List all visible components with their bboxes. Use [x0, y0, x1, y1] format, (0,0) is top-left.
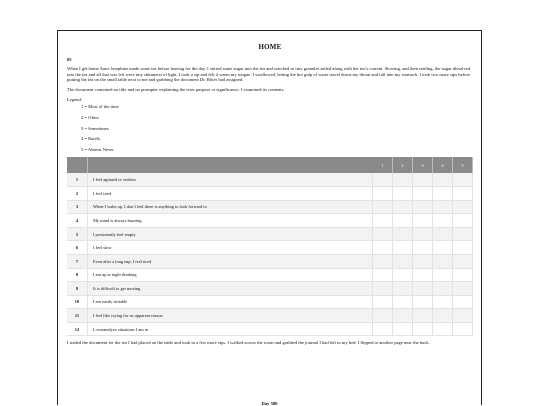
answer-cell[interactable]	[373, 214, 393, 228]
answer-cell[interactable]	[393, 227, 413, 241]
answer-cell[interactable]	[453, 173, 473, 186]
answer-cell[interactable]	[433, 227, 453, 241]
row-number: 2	[67, 186, 88, 200]
row-number: 1	[67, 173, 88, 186]
answer-cell[interactable]	[433, 309, 453, 323]
answer-cell[interactable]	[453, 322, 473, 336]
answer-cell[interactable]	[393, 309, 413, 323]
table-row	[67, 241, 473, 255]
answer-cell[interactable]	[393, 200, 413, 214]
row-number: 10	[67, 295, 88, 309]
answer-cell[interactable]	[373, 282, 393, 296]
row-question: I feel agitated or restless	[88, 173, 373, 186]
answer-cell[interactable]	[453, 309, 473, 323]
row-number: 11	[67, 309, 88, 323]
header-option-5: 5	[453, 157, 473, 173]
answer-cell[interactable]	[393, 282, 413, 296]
answer-cell[interactable]	[393, 214, 413, 228]
answer-cell[interactable]	[393, 173, 413, 186]
legend-item: 2 = Often	[81, 114, 99, 120]
document-page	[57, 30, 482, 405]
legend-item: 1 = Most of the time	[81, 104, 119, 110]
row-question: I am easily irritable	[88, 295, 373, 309]
answer-cell[interactable]	[393, 268, 413, 282]
header-option-2: 2	[393, 157, 413, 173]
answer-cell[interactable]	[433, 200, 453, 214]
chapter-number: 05	[67, 57, 72, 62]
answer-cell[interactable]	[373, 200, 393, 214]
row-number: 3	[67, 200, 88, 214]
answer-cell[interactable]	[413, 214, 433, 228]
answer-cell[interactable]	[393, 186, 413, 200]
table-row	[67, 322, 473, 336]
header-question-cell	[88, 157, 373, 173]
answer-cell[interactable]	[373, 227, 393, 241]
header-num-cell	[67, 157, 88, 173]
row-number: 5	[67, 227, 88, 241]
answer-cell[interactable]	[433, 322, 453, 336]
row-question: I overanalyze situations I am in	[88, 322, 373, 336]
answer-cell[interactable]	[433, 241, 453, 255]
row-question: My mind is always buzzing	[88, 214, 373, 228]
answer-cell[interactable]	[413, 186, 433, 200]
table-row	[67, 214, 473, 228]
answer-cell[interactable]	[453, 227, 473, 241]
answer-cell[interactable]	[433, 295, 453, 309]
legend-item: 5 = Almost Never	[81, 146, 114, 152]
answer-cell[interactable]	[393, 241, 413, 255]
answer-cell[interactable]	[453, 295, 473, 309]
answer-cell[interactable]	[413, 282, 433, 296]
answer-cell[interactable]	[413, 254, 433, 268]
row-number: 4	[67, 214, 88, 228]
answer-cell[interactable]	[433, 254, 453, 268]
legend-list	[67, 104, 473, 152]
answer-cell[interactable]	[413, 227, 433, 241]
answer-cell[interactable]	[413, 322, 433, 336]
answer-cell[interactable]	[413, 295, 433, 309]
row-number: 6	[67, 241, 88, 255]
answer-cell[interactable]	[433, 173, 453, 186]
answer-cell[interactable]	[373, 322, 393, 336]
paragraph-2: The document contained no title and no prompter explaining the tests purpose or significance. I examined its contents.	[67, 86, 285, 92]
answer-cell[interactable]	[433, 214, 453, 228]
paragraph-1: When I get home Aunt Josephine made some tea before leaving for the day. I stirred some sugar into the tea and watched as tiny granules sailed along with the tea’s current. Slowing, and then settling, the sugar dissolved into the tea and all that was left were tiny shimmers of light. I took a sip and felt it warm my tongue. I swallowed, letting the hot gulp of water travel down my throat and fall into my stomach. I took two more sips before putting the tea on the small table next to me and grabbing the document Dr. Ritter had assigned.	[67, 66, 471, 83]
answer-cell[interactable]	[453, 241, 473, 255]
table-row	[67, 268, 473, 282]
answer-cell[interactable]	[373, 268, 393, 282]
row-question: It is difficult to get moving	[88, 282, 373, 296]
legend-item: 4 = Rarely	[81, 136, 101, 142]
answer-cell[interactable]	[373, 186, 393, 200]
table-row	[67, 309, 473, 323]
legend-title: Legend:	[67, 97, 83, 103]
row-question: I am up at night thinking	[88, 268, 373, 282]
answer-cell[interactable]	[453, 186, 473, 200]
header-option-3: 3	[413, 157, 433, 173]
row-question: Even after a long nap, I feel tired	[88, 254, 373, 268]
answer-cell[interactable]	[453, 268, 473, 282]
survey-table	[67, 157, 473, 336]
row-question: I persistently feel empty	[88, 227, 373, 241]
row-question: I feel slow	[88, 241, 373, 255]
answer-cell[interactable]	[393, 295, 413, 309]
answer-cell[interactable]	[453, 200, 473, 214]
answer-cell[interactable]	[453, 254, 473, 268]
table-row	[67, 200, 473, 214]
answer-cell[interactable]	[433, 268, 453, 282]
answer-cell[interactable]	[413, 200, 433, 214]
row-number: 12	[67, 322, 88, 336]
answer-cell[interactable]	[413, 268, 433, 282]
answer-cell[interactable]	[413, 241, 433, 255]
answer-cell[interactable]	[373, 254, 393, 268]
answer-cell[interactable]	[413, 309, 433, 323]
table-header-row	[67, 157, 473, 173]
table-row	[67, 254, 473, 268]
answer-cell[interactable]	[393, 322, 413, 336]
answer-cell[interactable]	[373, 173, 393, 186]
legend-item: 3 = Sometimes	[81, 125, 109, 131]
answer-cell[interactable]	[413, 173, 433, 186]
header-option-4: 4	[433, 157, 453, 173]
answer-cell[interactable]	[453, 282, 473, 296]
answer-cell[interactable]	[453, 214, 473, 228]
table-row	[67, 295, 473, 309]
row-number: 8	[67, 268, 88, 282]
table-row	[67, 186, 473, 200]
row-question: I feel tired	[88, 186, 373, 200]
answer-cell[interactable]	[373, 241, 393, 255]
table-row	[67, 227, 473, 241]
paragraph-3: I traded the document for the tea I had placed on the table and took in a few more sips. I walked across the room and grabbed the journal I had left in my bed. I flipped to another page near the back.	[67, 340, 430, 346]
header-option-1: 1	[373, 157, 393, 173]
day-label: Day 580	[261, 401, 278, 406]
answer-cell[interactable]	[433, 282, 453, 296]
table-row	[67, 282, 473, 296]
row-question: When I wake up, I don’t feel there is anything to look forward to	[88, 200, 373, 214]
answer-cell[interactable]	[393, 254, 413, 268]
row-question: I feel like crying for no apparent reason	[88, 309, 373, 323]
page-title: HOME	[258, 43, 282, 51]
answer-cell[interactable]	[373, 309, 393, 323]
answer-cell[interactable]	[433, 186, 453, 200]
answer-cell[interactable]	[373, 295, 393, 309]
table-row	[67, 173, 473, 186]
row-number: 9	[67, 282, 88, 296]
row-number: 7	[67, 254, 88, 268]
